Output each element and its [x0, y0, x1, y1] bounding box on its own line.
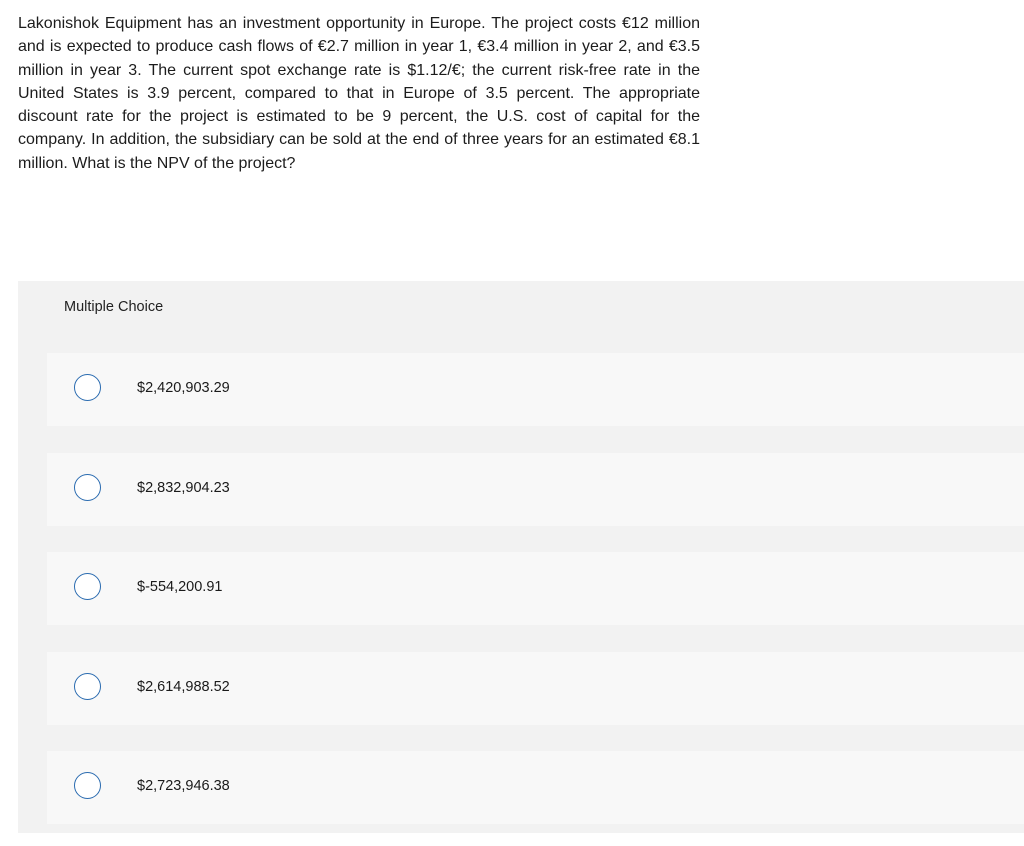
answer-option-label: $2,420,903.29 — [137, 380, 230, 396]
question-text: Lakonishok Equipment has an investment opportunity in Europe. The project costs €12 million and is expected to produce cash flows of €2.7 million in year 1, €3.4 million in year 2, and €3.5 million in year 3. The current spot exchange rate is $1.12/€; the current risk-free rate in the United States is 3.9 percent, compared to that in Europe of 3.5 percent. The appropriate discount rate for the project is estimated to be 9 percent, the U.S. cost of capital for the company. In addition, the subsidiary can be sold at the end of three years for an estimated €8.1 million. What is the NPV of the project? — [18, 15, 700, 172]
multiple-choice-heading: Multiple Choice — [64, 299, 164, 315]
radio-unselected-icon[interactable] — [74, 374, 101, 401]
multiple-choice-panel — [18, 281, 1024, 833]
answer-option-1[interactable] — [47, 353, 1024, 426]
answer-option-3[interactable] — [47, 552, 1024, 625]
answer-option-label: $2,614,988.52 — [137, 679, 230, 695]
radio-unselected-icon[interactable] — [74, 474, 101, 501]
radio-unselected-icon[interactable] — [74, 673, 101, 700]
radio-unselected-icon[interactable] — [74, 573, 101, 600]
answer-option-5[interactable] — [47, 751, 1024, 824]
answer-option-label: $2,832,904.23 — [137, 480, 230, 496]
answer-option-4[interactable] — [47, 652, 1024, 725]
radio-unselected-icon[interactable] — [74, 772, 101, 799]
answer-option-2[interactable] — [47, 453, 1024, 526]
answer-option-label: $-554,200.91 — [137, 579, 223, 595]
answer-option-label: $2,723,946.38 — [137, 778, 230, 794]
